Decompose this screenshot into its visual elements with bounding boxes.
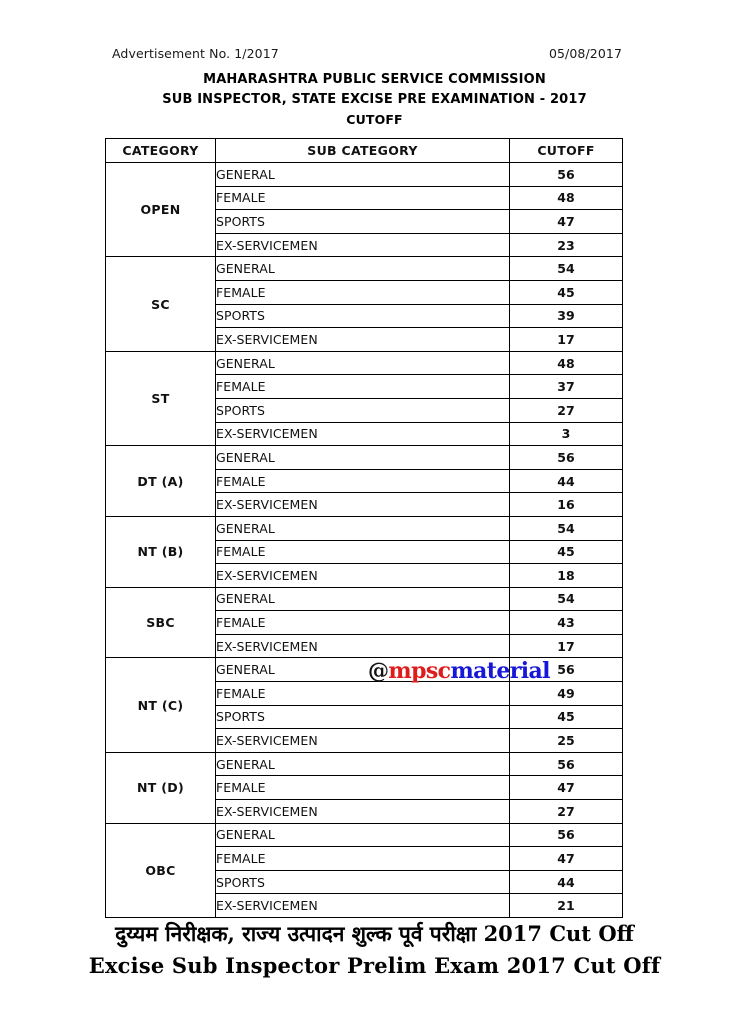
cutoff-value-cell: 37 [510, 375, 623, 399]
category-cell: ST [106, 351, 216, 445]
sub-category-cell: SPORTS [216, 705, 510, 729]
sub-category-cell: FEMALE [216, 540, 510, 564]
footer-caption-block [0, 918, 749, 982]
advertisement-number: Advertisement No. 1/2017 [112, 46, 279, 61]
table-head [106, 139, 623, 163]
sub-category-cell: GENERAL [216, 823, 510, 847]
cutoff-value-cell: 48 [510, 186, 623, 210]
table-row [106, 257, 623, 281]
at-symbol-icon: @ [368, 658, 389, 683]
table-row [106, 587, 623, 611]
column-header-cutoff: CUTOFF [510, 139, 623, 163]
sub-category-cell: EX-SERVICEMEN [216, 634, 510, 658]
cutoff-value-cell: 49 [510, 682, 623, 706]
footer-caption-marathi: दुय्यम निरीक्षक, राज्य उत्पादन शुल्क पूर्व परीक्षा 2017 Cut Off [115, 921, 634, 946]
sub-category-cell: GENERAL [216, 587, 510, 611]
table-header-row [106, 139, 623, 163]
sub-category-cell: FEMALE [216, 375, 510, 399]
cutoff-value-cell: 47 [510, 847, 623, 871]
sub-category-cell: SPORTS [216, 398, 510, 422]
sub-category-cell: GENERAL [216, 351, 510, 375]
watermark-text-mpsc: mpsc [388, 658, 451, 684]
table-row [106, 658, 623, 682]
cutoff-value-cell: 17 [510, 634, 623, 658]
cutoff-value-cell: 27 [510, 800, 623, 824]
sub-category-cell: SPORTS [216, 304, 510, 328]
document-date: 05/08/2017 [548, 46, 622, 61]
cutoff-value-cell: 56 [510, 446, 623, 470]
category-cell: OBC [106, 823, 216, 917]
sub-category-cell: FEMALE [216, 847, 510, 871]
watermark-text-material: material [450, 658, 550, 684]
category-cell: NT (D) [106, 752, 216, 823]
cutoff-value-cell: 56 [510, 823, 623, 847]
cutoff-value-cell: 18 [510, 564, 623, 588]
sub-category-cell: FEMALE [216, 776, 510, 800]
cutoff-value-cell: 47 [510, 210, 623, 234]
sub-category-cell: GENERAL [216, 163, 510, 187]
cutoff-value-cell: 44 [510, 870, 623, 894]
cutoff-value-cell: 54 [510, 257, 623, 281]
cutoff-value-cell: 21 [510, 894, 623, 918]
sub-category-cell: GENERAL [216, 516, 510, 540]
cutoff-value-cell: 25 [510, 729, 623, 753]
sub-category-cell: SPORTS [216, 870, 510, 894]
table-row [106, 351, 623, 375]
cutoff-value-cell: 16 [510, 493, 623, 517]
sub-category-cell: FEMALE [216, 611, 510, 635]
cutoff-value-cell: 23 [510, 233, 623, 257]
cutoff-value-cell: 3 [510, 422, 623, 446]
cutoff-value-cell: 45 [510, 705, 623, 729]
document-meta-row [112, 46, 622, 61]
sub-category-cell: EX-SERVICEMEN [216, 233, 510, 257]
exam-title: SUB INSPECTOR, STATE EXCISE PRE EXAMINATION - 2017 [162, 92, 587, 107]
sub-category-cell: FEMALE [216, 280, 510, 304]
sub-category-cell: EX-SERVICEMEN [216, 493, 510, 517]
table-row [106, 516, 623, 540]
cutoff-subtitle: CUTOFF [346, 112, 403, 127]
cutoff-table-container [105, 138, 622, 918]
cutoff-value-cell: 56 [510, 752, 623, 776]
column-header-sub-category: SUB CATEGORY [216, 139, 510, 163]
sub-category-cell: EX-SERVICEMEN [216, 800, 510, 824]
cutoff-value-cell: 47 [510, 776, 623, 800]
sub-category-cell: GENERAL [216, 752, 510, 776]
sub-category-cell: FEMALE [216, 186, 510, 210]
cutoff-value-cell: 48 [510, 351, 623, 375]
cutoff-value-cell: 45 [510, 280, 623, 304]
cutoff-value-cell: 43 [510, 611, 623, 635]
category-cell: NT (C) [106, 658, 216, 752]
sub-category-cell: GENERAL [216, 658, 510, 682]
document-heading-block [0, 70, 749, 130]
sub-category-cell: EX-SERVICEMEN [216, 894, 510, 918]
sub-category-cell: EX-SERVICEMEN [216, 729, 510, 753]
sub-category-cell: GENERAL [216, 446, 510, 470]
sub-category-cell: SPORTS [216, 210, 510, 234]
cutoff-value-cell: 27 [510, 398, 623, 422]
cutoff-value-cell: 45 [510, 540, 623, 564]
table-row [106, 823, 623, 847]
sub-category-cell: EX-SERVICEMEN [216, 328, 510, 352]
organisation-title: MAHARASHTRA PUBLIC SERVICE COMMISSION [203, 72, 546, 87]
column-header-category: CATEGORY [106, 139, 216, 163]
category-cell: DT (A) [106, 446, 216, 517]
table-row [106, 446, 623, 470]
sub-category-cell: FEMALE [216, 682, 510, 706]
cutoff-value-cell: 39 [510, 304, 623, 328]
cutoff-value-cell: 56 [510, 163, 623, 187]
sub-category-cell: EX-SERVICEMEN [216, 422, 510, 446]
cutoff-value-cell: 56 [510, 658, 623, 682]
category-cell: OPEN [106, 163, 216, 257]
cutoff-value-cell: 17 [510, 328, 623, 352]
cutoff-value-cell: 44 [510, 469, 623, 493]
table-body [106, 163, 623, 918]
category-cell: SC [106, 257, 216, 351]
sub-category-cell: GENERAL [216, 257, 510, 281]
cutoff-table [105, 138, 623, 918]
table-row [106, 752, 623, 776]
footer-caption-english: Excise Sub Inspector Prelim Exam 2017 Cut Off [88, 953, 661, 978]
sub-category-cell: EX-SERVICEMEN [216, 564, 510, 588]
cutoff-value-cell: 54 [510, 516, 623, 540]
table-row [106, 163, 623, 187]
category-cell: SBC [106, 587, 216, 658]
category-cell: NT (B) [106, 516, 216, 587]
cutoff-value-cell: 54 [510, 587, 623, 611]
sub-category-cell: FEMALE [216, 469, 510, 493]
